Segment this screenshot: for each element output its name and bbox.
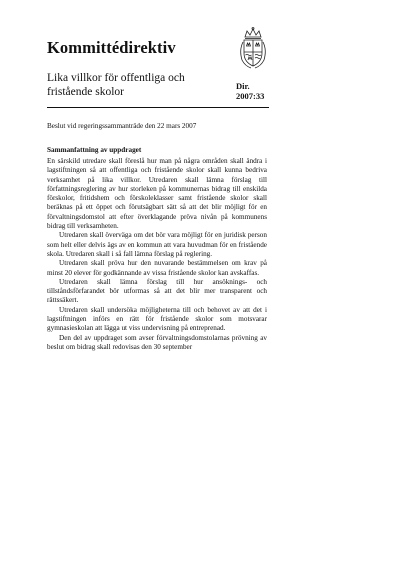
body-paragraph: Den del av uppdraget som avser förvaltningsdomstolarnas prövning av beslut om bidrag skall redovisas den 30 september xyxy=(47,333,267,351)
header-divider xyxy=(47,107,269,108)
document-subtitle: Lika villkor för offentliga och fristående skolor xyxy=(47,72,185,98)
document-body xyxy=(47,157,267,352)
body-paragraph: Utredaren skall pröva hur den nuvarande bestämmelsen om krav på minst 20 elever för godkännande av vissa fristående skolor kan avskaffas. xyxy=(47,259,267,277)
body-paragraph: Utredaren skall överväga om det bör vara möjligt för en juridisk person som helt eller delvis ägs av en kommun att vara huvudman för en fristående skola. Utredaren skall i så fall lämna förslag på reglering. xyxy=(47,231,267,258)
body-paragraph: En särskild utredare skall föreslå hur man på några områden skall ändra i lagstiftningen så att offentliga och fristående skolor skall kunna bedriva verksamhet på lika villkor. Utredaren skall lämna förslag till författningsreglering av hur storleken på kommunernas bidrag till enskilda förskolor, fritidshem och förskoleklasser samt fristående skolor skall beräknas på ett öppet och förutsägbart sätt så att det blir möjligt för en förvaltningsdomstol att efter överklagande pröva nivån på kommunens bidrag till verksamheten. xyxy=(47,157,267,231)
decision-line: Beslut vid regeringssammanträde den 22 mars 2007 xyxy=(47,122,197,130)
section-heading: Sammanfattning av uppdraget xyxy=(47,146,142,154)
swedish-coat-of-arms-icon xyxy=(235,26,271,70)
directive-number: 2007:33 xyxy=(236,91,265,101)
body-paragraph: Utredaren skall undersöka möjligheterna till och behovet av att det i lagstiftningen införs en rätt för fristående skolor som motsvarar gymnasieskolan att lägga ut viss undervisning på entreprenad. xyxy=(47,305,267,333)
directive-label: Dir. xyxy=(236,81,250,91)
body-paragraph: Utredaren skall lämna förslag till hur ansöknings- och tillståndsförfarandet bör utformas så att det blir mer transparent och rättssäkert. xyxy=(47,277,267,305)
document-title: Kommittédirektiv xyxy=(47,38,176,57)
